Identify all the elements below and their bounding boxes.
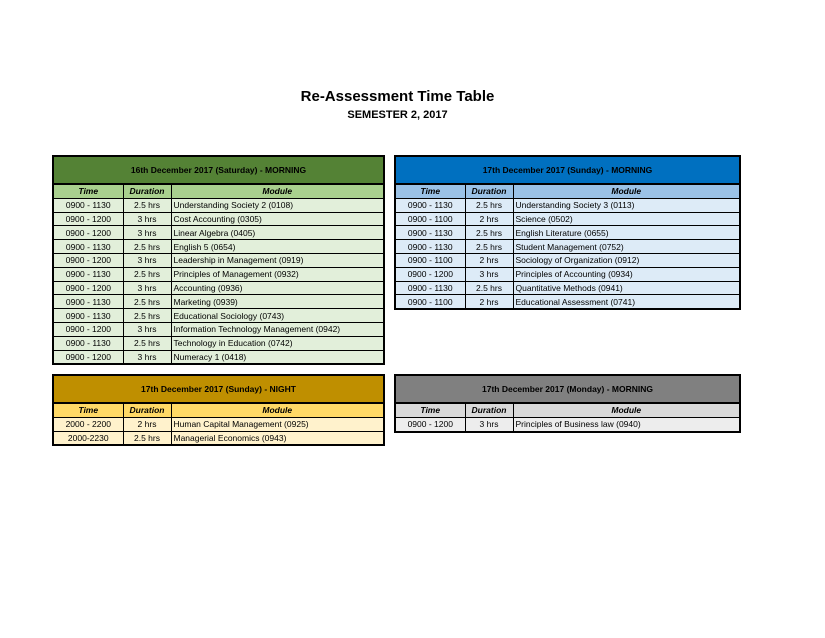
table-heading: 17th December 2017 (Monday) - MORNING <box>395 375 740 403</box>
cell-time: 0900 - 1130 <box>395 281 465 295</box>
column-header-duration: Duration <box>465 403 513 417</box>
cell-module: Linear Algebra (0405) <box>171 226 384 240</box>
cell-time: 0900 - 1200 <box>53 226 123 240</box>
column-header-time: Time <box>53 403 123 417</box>
cell-module: Information Technology Management (0942) <box>171 322 384 336</box>
cell-module: Principles of Management (0932) <box>171 267 384 281</box>
table-row <box>53 198 384 212</box>
cell-duration: 2.5 hrs <box>123 198 171 212</box>
cell-module: Leadership in Management (0919) <box>171 253 384 267</box>
table-row <box>53 350 384 364</box>
table-row <box>53 322 384 336</box>
cell-duration: 3 hrs <box>465 417 513 431</box>
table-row <box>395 267 740 281</box>
cell-module: Managerial Economics (0943) <box>171 431 384 445</box>
page-title: Re-Assessment Time Table <box>300 88 495 105</box>
cell-duration: 2.5 hrs <box>465 240 513 254</box>
cell-duration: 2 hrs <box>465 295 513 309</box>
cell-duration: 2.5 hrs <box>123 336 171 350</box>
cell-module: English Literature (0655) <box>513 226 740 240</box>
cell-duration: 2.5 hrs <box>465 198 513 212</box>
cell-time: 0900 - 1200 <box>395 267 465 281</box>
column-header-duration: Duration <box>123 184 171 198</box>
cell-time: 0900 - 1200 <box>53 322 123 336</box>
table-row <box>53 281 384 295</box>
cell-time: 0900 - 1130 <box>53 309 123 323</box>
cell-duration: 2.5 hrs <box>465 281 513 295</box>
table-row <box>53 253 384 267</box>
timetable-sunday-morning <box>394 155 741 310</box>
cell-time: 0900 - 1130 <box>53 295 123 309</box>
cell-time: 0900 - 1200 <box>53 281 123 295</box>
table-row <box>53 226 384 240</box>
table-row <box>395 281 740 295</box>
column-header-time: Time <box>395 403 465 417</box>
cell-module: Principles of Accounting (0934) <box>513 267 740 281</box>
cell-time: 0900 - 1200 <box>395 417 465 431</box>
column-header-module: Module <box>513 403 740 417</box>
table-row <box>53 240 384 254</box>
cell-module: Educational Sociology (0743) <box>171 309 384 323</box>
page-subtitle: SEMESTER 2, 2017 <box>347 109 448 121</box>
cell-duration: 3 hrs <box>123 350 171 364</box>
table-row <box>53 309 384 323</box>
table-row <box>395 253 740 267</box>
table-row <box>53 417 384 431</box>
cell-time: 2000-2230 <box>53 431 123 445</box>
cell-duration: 2.5 hrs <box>123 267 171 281</box>
cell-module: English 5 (0654) <box>171 240 384 254</box>
cell-module: Educational Assessment (0741) <box>513 295 740 309</box>
cell-module: Understanding Society 3 (0113) <box>513 198 740 212</box>
cell-time: 0900 - 1130 <box>395 226 465 240</box>
column-header-module: Module <box>171 403 384 417</box>
column-header-time: Time <box>53 184 123 198</box>
cell-time: 0900 - 1200 <box>53 350 123 364</box>
cell-duration: 2.5 hrs <box>123 431 171 445</box>
column-header-time: Time <box>395 184 465 198</box>
cell-time: 0900 - 1200 <box>53 212 123 226</box>
cell-duration: 2.5 hrs <box>465 226 513 240</box>
table-row <box>395 240 740 254</box>
table-row <box>53 267 384 281</box>
column-header-duration: Duration <box>123 403 171 417</box>
cell-module: Understanding Society 2 (0108) <box>171 198 384 212</box>
cell-module: Human Capital Management (0925) <box>171 417 384 431</box>
table-row <box>395 212 740 226</box>
column-header-module: Module <box>171 184 384 198</box>
cell-duration: 3 hrs <box>465 267 513 281</box>
cell-module: Accounting (0936) <box>171 281 384 295</box>
table-row <box>53 336 384 350</box>
cell-module: Marketing (0939) <box>171 295 384 309</box>
cell-module: Cost Accounting (0305) <box>171 212 384 226</box>
table-row <box>395 198 740 212</box>
cell-time: 0900 - 1130 <box>53 267 123 281</box>
cell-time: 0900 - 1100 <box>395 212 465 226</box>
table-heading: 16th December 2017 (Saturday) - MORNING <box>53 156 384 184</box>
cell-duration: 2 hrs <box>465 212 513 226</box>
cell-duration: 2.5 hrs <box>123 309 171 323</box>
cell-duration: 3 hrs <box>123 322 171 336</box>
table-row <box>395 295 740 309</box>
cell-duration: 2 hrs <box>465 253 513 267</box>
cell-duration: 3 hrs <box>123 226 171 240</box>
timetable-saturday-morning <box>52 155 385 365</box>
cell-module: Student Management (0752) <box>513 240 740 254</box>
cell-duration: 3 hrs <box>123 253 171 267</box>
cell-time: 0900 - 1200 <box>53 253 123 267</box>
table-row <box>395 226 740 240</box>
table-row <box>53 212 384 226</box>
cell-module: Numeracy 1 (0418) <box>171 350 384 364</box>
cell-module: Technology in Education (0742) <box>171 336 384 350</box>
cell-module: Science (0502) <box>513 212 740 226</box>
column-header-module: Module <box>513 184 740 198</box>
cell-duration: 2 hrs <box>123 417 171 431</box>
cell-module: Sociology of Organization (0912) <box>513 253 740 267</box>
cell-time: 0900 - 1130 <box>53 198 123 212</box>
cell-duration: 3 hrs <box>123 212 171 226</box>
cell-duration: 2.5 hrs <box>123 295 171 309</box>
timetable-sunday-night <box>52 374 385 446</box>
cell-module: Principles of Business law (0940) <box>513 417 740 431</box>
table-row <box>395 417 740 431</box>
cell-time: 0900 - 1130 <box>53 336 123 350</box>
table-row <box>53 431 384 445</box>
cell-duration: 2.5 hrs <box>123 240 171 254</box>
table-heading: 17th December 2017 (Sunday) - NIGHT <box>53 375 384 403</box>
column-header-duration: Duration <box>465 184 513 198</box>
cell-time: 0900 - 1130 <box>395 240 465 254</box>
cell-time: 0900 - 1100 <box>395 295 465 309</box>
cell-time: 2000 - 2200 <box>53 417 123 431</box>
table-row <box>53 295 384 309</box>
cell-time: 0900 - 1130 <box>53 240 123 254</box>
cell-module: Quantitative Methods (0941) <box>513 281 740 295</box>
cell-time: 0900 - 1130 <box>395 198 465 212</box>
cell-time: 0900 - 1100 <box>395 253 465 267</box>
table-heading: 17th December 2017 (Sunday) - MORNING <box>395 156 740 184</box>
cell-duration: 3 hrs <box>123 281 171 295</box>
timetable-monday-morning <box>394 374 741 433</box>
